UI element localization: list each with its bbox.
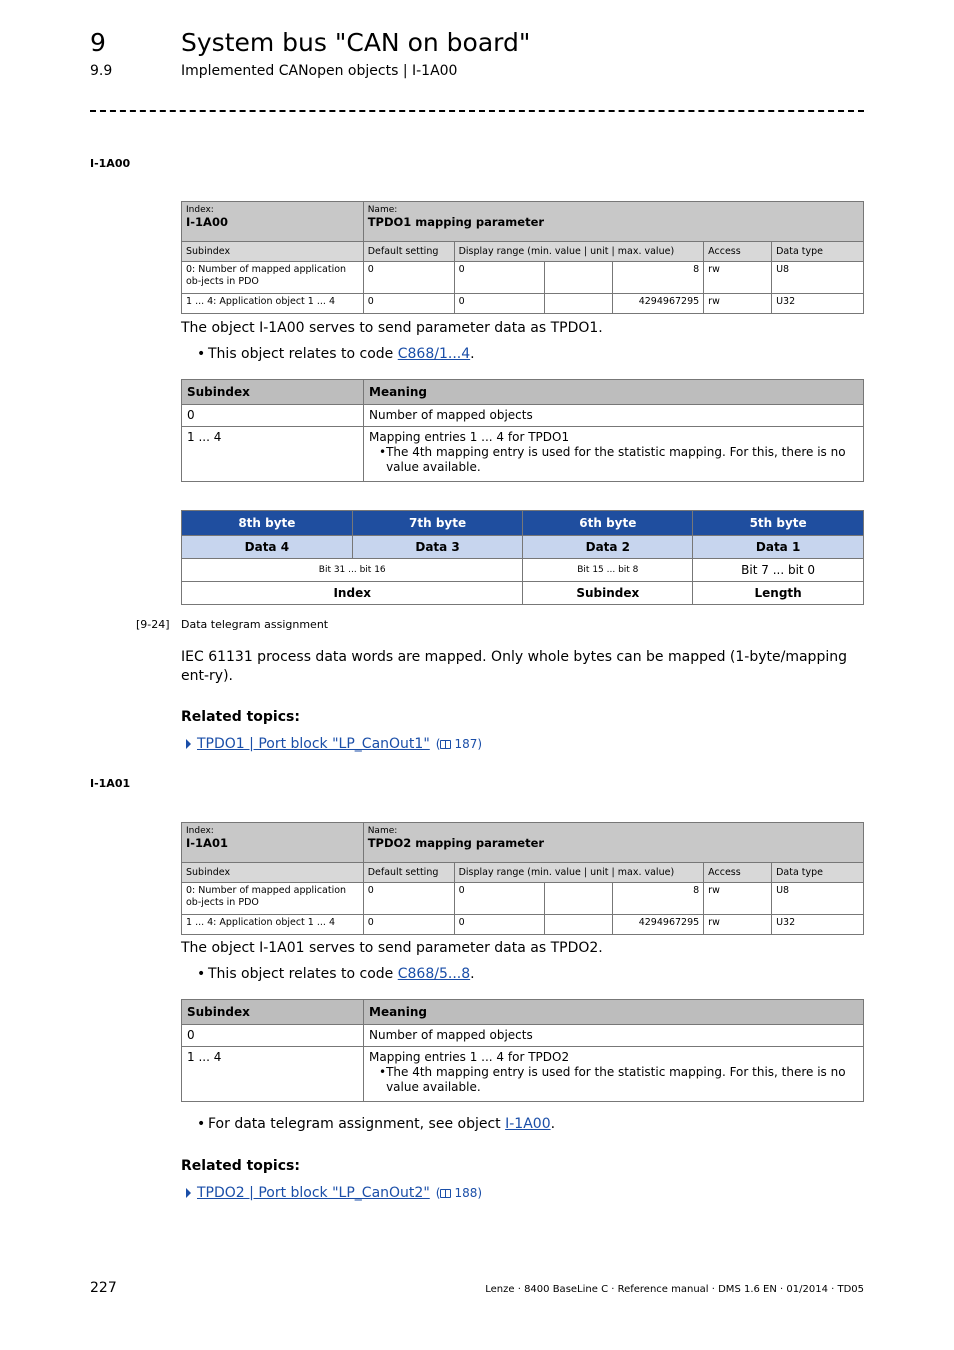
object-description-1a00: The object I-1A00 serves to send parameter data as TPDO1. [181, 320, 603, 336]
meaning-table-1a01 [181, 999, 864, 1102]
name-cell: Name: TPDO2 mapping parameter [363, 823, 863, 863]
col-range: Display range (min. value | unit | max. value) [454, 863, 704, 883]
table-row: 1 ... 4: Application object 1 ... 4 0 0 4294967295 rw U32 [182, 915, 864, 935]
section-number: 9.9 [90, 63, 113, 79]
see-object-bullet: • For data telegram assignment, see object I-1A00. [197, 1116, 556, 1132]
col-type: Data type [772, 242, 864, 262]
chapter-number: 9 [90, 28, 106, 57]
table-row: 0 Number of mapped objects [182, 1025, 864, 1047]
col-type: Data type [772, 863, 864, 883]
code-link-c868-1-4[interactable]: C868/1...4 [397, 346, 471, 362]
name-cell: Name: TPDO1 mapping parameter [363, 202, 863, 242]
col-subindex: Subindex [182, 863, 364, 883]
related-topics-heading: Related topics: [181, 1158, 300, 1174]
meaning-col-meaning: Meaning [364, 380, 864, 405]
relates-bullet-1a00: • This object relates to code C868/1...4. [197, 346, 475, 362]
col-subindex: Subindex [182, 242, 364, 262]
index-cell: Index: I-1A00 [182, 202, 364, 242]
col-default: Default setting [363, 863, 454, 883]
section-title: Implemented CANopen objects | I-1A00 [181, 63, 458, 79]
object-description-1a01: The object I-1A01 serves to send parameter data as TPDO2. [181, 940, 603, 956]
col-range: Display range (min. value | unit | max. value) [454, 242, 704, 262]
header-divider [90, 110, 864, 112]
object-table-1a01 [181, 822, 864, 935]
figure-caption: Data telegram assignment [181, 618, 329, 631]
meaning-col-meaning: Meaning [364, 1000, 864, 1025]
object-link-1a00[interactable]: I-1A00 [505, 1116, 551, 1132]
object-table-1a00 [181, 201, 864, 314]
table-row: 0: Number of mapped application ob-jects in PDO 0 0 8 rw U8 [182, 883, 864, 915]
col-default: Default setting [363, 242, 454, 262]
figure-number: [9-24] [136, 618, 170, 631]
table-row: 1 ... 4 Mapping entries 1 ... 4 for TPDO2 • The 4th mapping entry is used for the statistic mapping. For this, there is no value available. [182, 1047, 864, 1102]
meaning-col-subindex: Subindex [182, 380, 364, 405]
book-icon [440, 1189, 451, 1198]
related-topics-heading: Related topics: [181, 709, 300, 725]
arrow-right-icon [186, 1188, 191, 1198]
footer-text: Lenze · 8400 BaseLine C · Reference manual · DMS 1.6 EN · 01/2014 · TD05 [485, 1284, 864, 1295]
related-link-tpdo2[interactable]: TPDO2 | Port block "LP_CanOut2" ( 188) [186, 1185, 482, 1201]
table-row: 0 Number of mapped objects [182, 405, 864, 427]
chapter-title: System bus "CAN on board" [181, 28, 531, 57]
related-link-tpdo1[interactable]: TPDO1 | Port block "LP_CanOut1" ( 187) [186, 736, 482, 752]
iec-paragraph: IEC 61131 process data words are mapped. Only whole bytes can be mapped (1-byte/mapping ent-ry). [181, 649, 847, 684]
table-row: 0: Number of mapped application ob-jects in PDO 0 0 8 rw U8 [182, 262, 864, 294]
code-link-c868-5-8[interactable]: C868/5...8 [397, 966, 471, 982]
col-access: Access [704, 863, 772, 883]
table-row: 1 ... 4 Mapping entries 1 ... 4 for TPDO1 • The 4th mapping entry is used for the statistic mapping. For this, there is no value available. [182, 427, 864, 482]
page-number: 227 [90, 1280, 117, 1296]
object-heading-1a01: I-1A01 [90, 777, 131, 790]
meaning-col-subindex: Subindex [182, 1000, 364, 1025]
object-heading-1a00: I-1A00 [90, 157, 131, 170]
col-access: Access [704, 242, 772, 262]
index-cell: Index: I-1A01 [182, 823, 364, 863]
data-telegram-table: 8th byte 7th byte 6th byte 5th byte Data 4 Data 3 Data 2 Data 1 Bit 31 ... bit 16 Bit 15 ... bit 8 Bit 7 ... bit 0 Index Subindex Length [181, 510, 864, 605]
meaning-table-1a00 [181, 379, 864, 482]
book-icon [440, 740, 451, 749]
table-row: 1 ... 4: Application object 1 ... 4 0 0 4294967295 rw U32 [182, 294, 864, 314]
arrow-right-icon [186, 739, 191, 749]
relates-bullet-1a01: • This object relates to code C868/5...8. [197, 966, 475, 982]
